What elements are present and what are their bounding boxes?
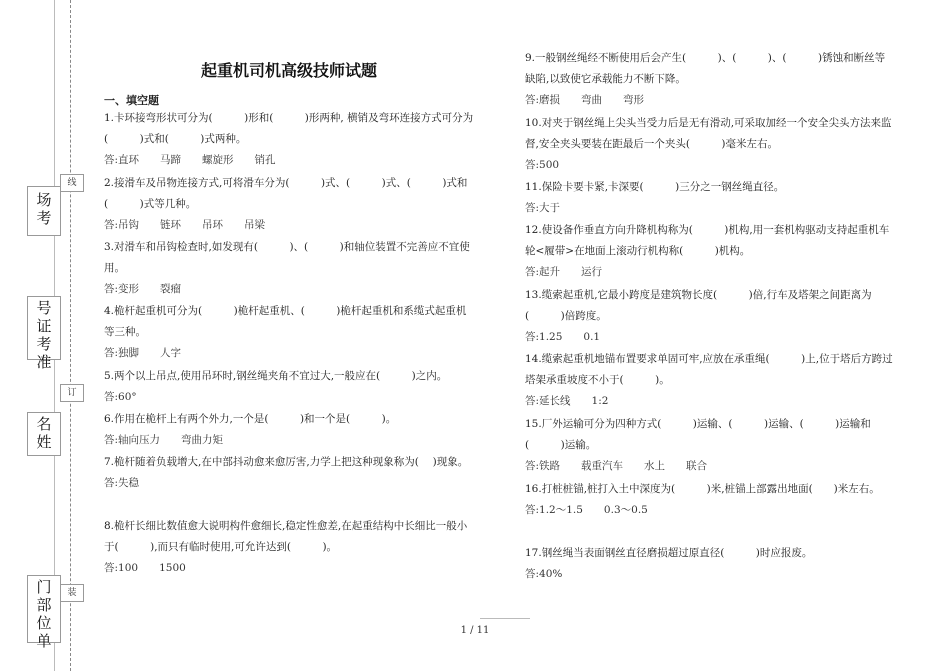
answer-text: 答:变形 裂瘤 [104,283,182,295]
answer-text: 答:500 [525,159,560,171]
answer-text: 答:铁路 载重汽车 水上 联合 [525,460,708,472]
question-text: 13.缆索起重机,它最小跨度是建筑物长度( )倍,行车及塔架之间距离为( )倍跨度。 [525,289,872,322]
question-item [104,409,474,451]
page-number: 1 / 11 [460,625,490,636]
question-item [525,177,895,219]
question-text: 6.作用在桅杆上有两个外力,一个是( )和一个是( )。 [104,413,397,425]
page-title: 起重机司机高级技师试题 [200,61,377,80]
question-item [525,285,895,348]
answer-text: 答:轴向压力 弯曲力矩 [104,434,224,446]
question-item [525,349,895,412]
field-department: 门 部 位 单 [27,575,61,643]
question-text: 14.缆索起重机地锚布置要求单固可牢,应放在承重绳( )上,位于塔后方跨过塔架承重坡度不小于( )。 [525,353,893,386]
question-text: 4.桅杆起重机可分为( )桅杆起重机、( )桅杆起重机和系缆式起重机等三种。 [104,305,467,338]
question-text: 12.使设备作垂直方向升降机构称为( )机构,用一套机构驱动支持起重机车轮<履带>在地面上滚动行机构称( )机构。 [525,224,890,257]
question-text: 15.厂外运输可分为四种方式( )运输、( )运输、( )运输和( )运输。 [525,418,871,451]
question-text: 9.一般钢丝绳经不断使用后会产生( )、( )、( )锈蚀和断丝等缺陷,以致使它承载能力不断下降。 [525,52,886,85]
question-item [525,48,895,111]
question-item [104,366,474,408]
question-item [525,543,895,585]
question-text: 2.接滑车及吊物连接方式,可将滑车分为( )式、( )式、( )式和( )式等几种。 [104,177,468,210]
question-text: 7.桅杆随着负载增大,在中部抖动愈来愈厉害,力学上把这种现象称为( )现象。 [104,456,469,468]
answer-text: 答:大于 [525,202,561,214]
question-item [525,479,895,521]
answer-text: 答:60° [104,391,137,403]
footer-divider [480,618,530,619]
binding-cut-line [70,0,71,671]
question-text: 3.对滑车和吊钩检查时,如发现有( )、( )和轴位装置不完善应不宜使用。 [104,241,470,274]
field-exam-room: 场 考 [27,186,61,236]
question-text: 5.两个以上吊点,使用吊环时,钢丝绳夹角不宜过大,一般应在( )之内。 [104,370,448,382]
binding-mark-ding: 订 [60,384,84,402]
answer-text: 答:40% [525,568,563,580]
question-text: 10.对夹于钢丝绳上尖头当受力后是无有滑动,可采取加经一个安全尖头方法来监督,安全夹头要装在距最后一个夹头( )毫米左右。 [525,117,892,150]
question-item [104,516,474,579]
answer-text: 答:100 1500 [104,562,186,574]
question-item [104,108,474,171]
question-text: 8.桅杆长细比数值愈大说明构件愈细长,稳定性愈差,在起重结构中长细比一般小于( ),而只有临时使用,可允许达到( )。 [104,520,468,553]
question-item [525,414,895,477]
answer-text: 答:延长线 1:2 [525,395,609,407]
answer-text: 答:1.25 0.1 [525,331,601,343]
answer-text: 答:起升 运行 [525,266,603,278]
question-item [104,237,474,300]
answer-text: 答:磨损 弯曲 弯形 [525,94,645,106]
answer-text: 答:失稳 [104,477,140,489]
field-exam-id: 号 证 考 准 [27,296,61,360]
section-heading: 一、填空题 [104,94,159,107]
binding-mark-zhuang: 装 [60,584,84,602]
question-text: 16.打桩桩锚,桩打入土中深度为( )米,桩锚上部露出地面( )米左右。 [525,483,880,495]
question-text: 1.卡环接弯形状可分为( )形和( )形两种, 横销及弯环连接方式可分为( )式和( )式两种。 [104,112,474,145]
question-item [104,173,474,236]
answer-text: 答:吊钩 链环 吊环 吊梁 [104,219,266,231]
question-item [104,452,474,494]
question-text: 11.保险卡要卡紧,卡深要( )三分之一钢丝绳直径。 [525,181,785,193]
answer-text: 答:独脚 人字 [104,347,182,359]
question-item [525,113,895,176]
question-item [525,220,895,283]
answer-text: 答:直环 马蹄 螺旋形 销孔 [104,154,276,166]
binding-mark-xian: 线 [60,174,84,192]
question-item [104,301,474,364]
question-text: 17.钢丝绳当表面钢丝直径磨损超过原直径( )时应报废。 [525,547,813,559]
field-name: 名 姓 [27,412,61,456]
answer-text: 答:1.2～1.5 0.3～0.5 [525,504,648,516]
